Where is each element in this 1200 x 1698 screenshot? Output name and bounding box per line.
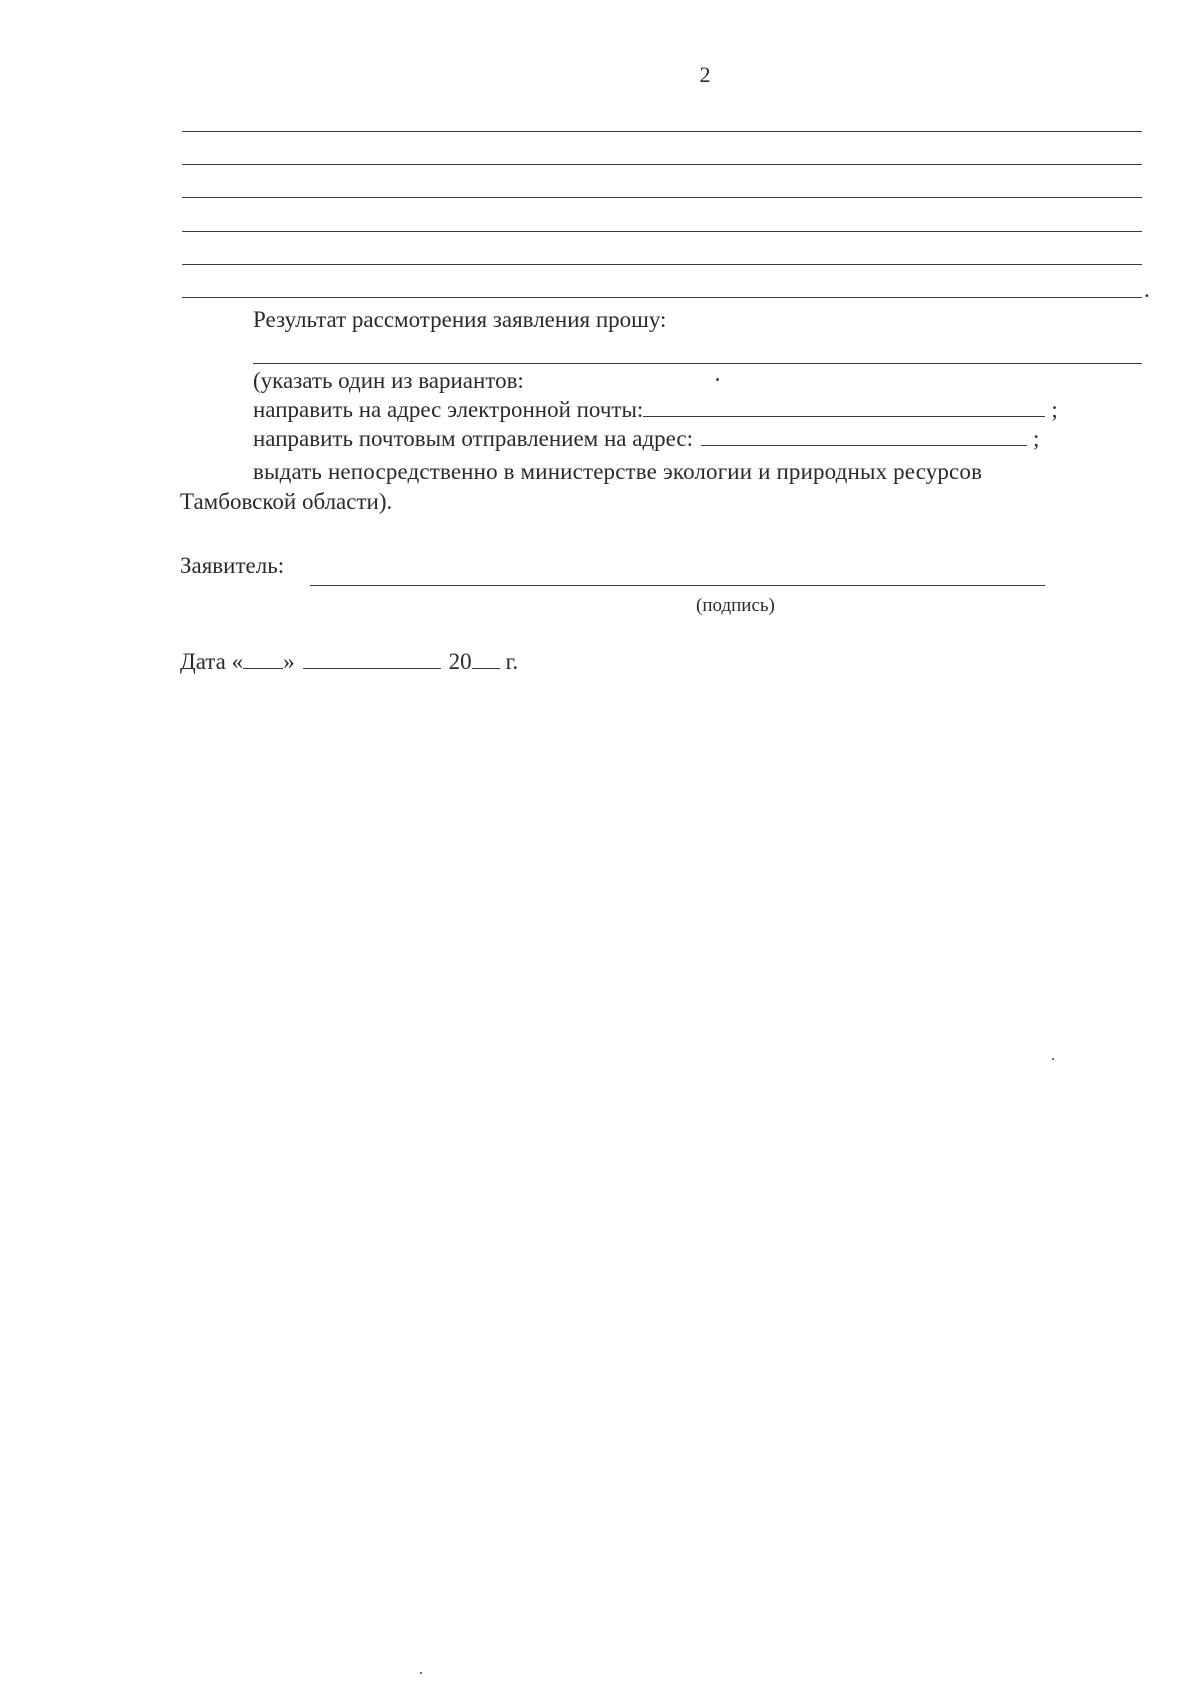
- postal-address-field[interactable]: [701, 425, 1027, 446]
- blank-line-6: [182, 297, 1142, 298]
- scan-speck: [1052, 1058, 1054, 1060]
- result-request-label: Результат рассмотрения заявления прошу:: [253, 307, 667, 332]
- signature-caption: (подпись): [696, 595, 775, 616]
- result-answer-line: [253, 363, 1142, 364]
- date-label: Дата «: [180, 649, 244, 674]
- date-close-quote: »: [283, 649, 295, 674]
- date-year-field[interactable]: [472, 648, 500, 669]
- blank-line-3: [182, 197, 1142, 198]
- applicant-label: Заявитель:: [180, 553, 285, 578]
- date-year-suffix: г.: [505, 649, 519, 674]
- option-email: [253, 396, 1058, 424]
- option-email-label: направить на адрес электронной почты:: [253, 397, 644, 422]
- blank-lines-end-period: .: [1144, 277, 1150, 302]
- option-post-label: направить почтовым отправлением на адрес:: [253, 426, 694, 451]
- page-number: 2: [699, 62, 711, 87]
- scan-speck: [716, 378, 719, 381]
- options-intro: (указать один из вариантов:: [253, 368, 524, 393]
- date-year-prefix: 20: [448, 649, 472, 674]
- blank-line-1: [182, 131, 1142, 132]
- option-inperson-line2: Тамбовской области).: [180, 489, 393, 514]
- date-month-field[interactable]: [303, 648, 441, 669]
- email-address-field[interactable]: [643, 396, 1045, 417]
- scan-speck: [420, 1672, 422, 1674]
- option-email-end: ;: [1051, 397, 1058, 422]
- applicant-signature-line: [310, 585, 1045, 586]
- option-inperson-line1: выдать непосредственно в министерстве экологии и природных ресурсов: [253, 459, 983, 484]
- date-line: [180, 648, 518, 676]
- blank-line-4: [182, 231, 1142, 232]
- blank-line-2: [182, 164, 1142, 165]
- blank-line-5: [182, 264, 1142, 265]
- option-post-end: ;: [1033, 426, 1040, 451]
- option-post: [253, 425, 1039, 453]
- date-day-field[interactable]: [243, 648, 283, 669]
